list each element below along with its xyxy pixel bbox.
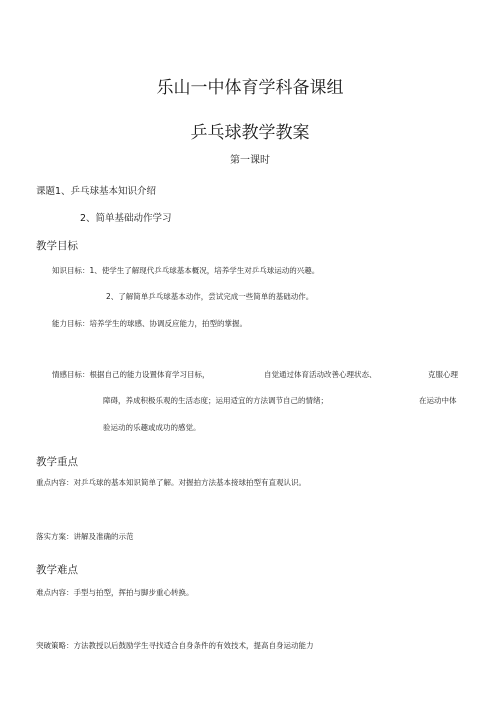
objectives-heading: 教学目标	[36, 240, 78, 252]
document-subtitle: 乒乓球教学教案	[190, 123, 310, 143]
ability-objective: 能力目标：培养学生的球感、协调反应能力，拍型的掌握。	[52, 319, 247, 328]
key-points-plan: 落实方案：讲解及准确的示范	[36, 532, 134, 541]
topic-line-1: 课题1、乒乓球基本知识介绍	[36, 186, 157, 197]
emotion-objective-part-e: 在运动中体	[419, 396, 457, 405]
topic-line-2: 2、简单基础动作学习	[80, 213, 172, 224]
emotion-objective-part-d: 障碍，养成积极乐观的生活态度；运用适宜的方法调节自己的情绪；	[103, 396, 328, 405]
difficulties-strategy: 突破策略：方法教授以后鼓励学生寻找适合自身条件的有效技术，提高自身运动能力	[36, 641, 314, 650]
lesson-label: 第一课时	[230, 155, 270, 166]
emotion-objective-part-a: 情感目标：根据自己的能力设置体育学习目标，	[52, 370, 210, 379]
key-points-heading: 教学重点	[36, 456, 78, 468]
key-points-content: 重点内容：对乒乓球的基本知识简单了解。对握拍方法基本接球拍型有直观认识。	[36, 478, 306, 487]
difficulties-heading: 教学难点	[36, 564, 78, 576]
knowledge-objective-2: 2、了解简单乒乓球基本动作，尝试完成一些简单的基础动作。	[106, 292, 314, 301]
emotion-objective-part-c: 克服心理	[428, 370, 458, 379]
emotion-objective-part-b: 自觉通过体育活动改善心理状态、	[264, 370, 377, 379]
difficulties-content: 难点内容：手型与拍型，挥拍与脚步重心转换。	[36, 588, 194, 597]
emotion-objective-part-f: 验运动的乐趣或成功的感觉。	[103, 423, 201, 432]
document-title: 乐山一中体育学科备课组	[156, 78, 344, 98]
knowledge-objective-1: 知识目标：1、使学生了解现代乒乓球基本概况，培养学生对乒乓球运动的兴趣。	[52, 266, 320, 275]
